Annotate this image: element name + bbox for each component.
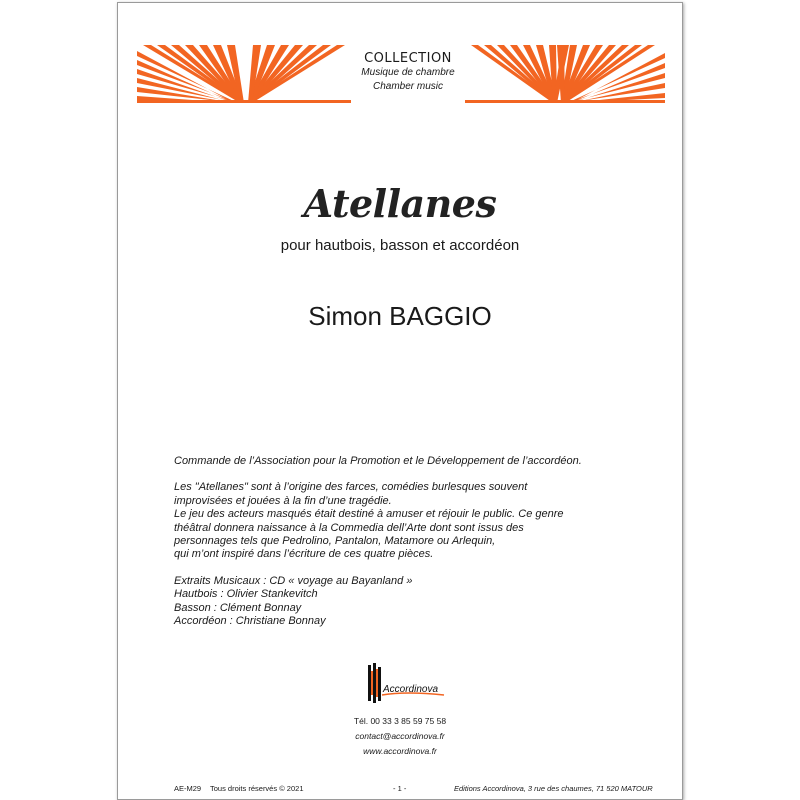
description-line: improvisées et jouées à la fin d’une tragédie. <box>174 494 392 507</box>
collection-label <box>351 45 465 103</box>
description-line: Le jeu des acteurs masqués était destiné à amuser et réjouir le public. Ce genre <box>174 508 564 521</box>
instrumentation: pour hautbois, basson et accordéon <box>280 237 520 254</box>
credit-line: Accordéon : Christiane Bonnay <box>174 615 326 628</box>
rights-notice: Tous droits réservés © 2021 <box>210 784 304 793</box>
composer-name: Simon BAGGIO <box>308 301 492 331</box>
accordinova-logo <box>366 661 446 705</box>
score-cover-page <box>117 2 683 800</box>
website-url: www.accordinova.fr <box>363 746 437 756</box>
catalog-ref: AE-M29 <box>174 784 202 793</box>
collection-banner <box>137 45 665 103</box>
credit-line: Basson : Clément Bonnay <box>174 601 302 614</box>
phone-number: Tél. 00 33 3 85 59 75 58 <box>353 716 447 726</box>
credit-line: Extraits Musicaux : CD « voyage au Bayanland » <box>174 574 413 587</box>
program-notes <box>174 455 644 641</box>
credits-paragraph <box>174 575 644 629</box>
description-line: personnages tels que Pedrolino, Pantalon, Matamore ou Arlequin, <box>174 535 496 548</box>
accordion-icon <box>366 661 446 705</box>
description-line: Les "Atellanes" sont à l’origine des farces, comédies burlesques souvent <box>174 481 528 494</box>
description-line: théâtral donnera naissance à la Commedia dell’Arte dont sont issus des <box>174 521 524 534</box>
logo-wordmark: Accordinova <box>383 684 439 695</box>
commission-note: Commande de l’Association pour la Promotion et le Développement de l’accordéon. <box>174 455 582 467</box>
collection-subtitle-fr: Musique de chambre <box>361 67 455 78</box>
credit-line: Hautbois : Olivier Stankevitch <box>174 588 318 601</box>
publisher-address: Editions Accordinova, 3 rue des chaumes, 71 520 MATOUR <box>454 784 653 793</box>
description-line: qui m’ont inspiré dans l’écriture de ces quatre pièces. <box>174 548 434 561</box>
description-paragraph <box>174 481 644 561</box>
page-number: - 1 - <box>393 784 407 793</box>
collection-subtitle-en: Chamber music <box>372 81 444 92</box>
collection-title: COLLECTION <box>364 51 452 66</box>
email-address: contact@accordinova.fr <box>355 731 445 741</box>
work-title: Atellanes <box>303 181 497 226</box>
contact-block <box>118 714 682 759</box>
